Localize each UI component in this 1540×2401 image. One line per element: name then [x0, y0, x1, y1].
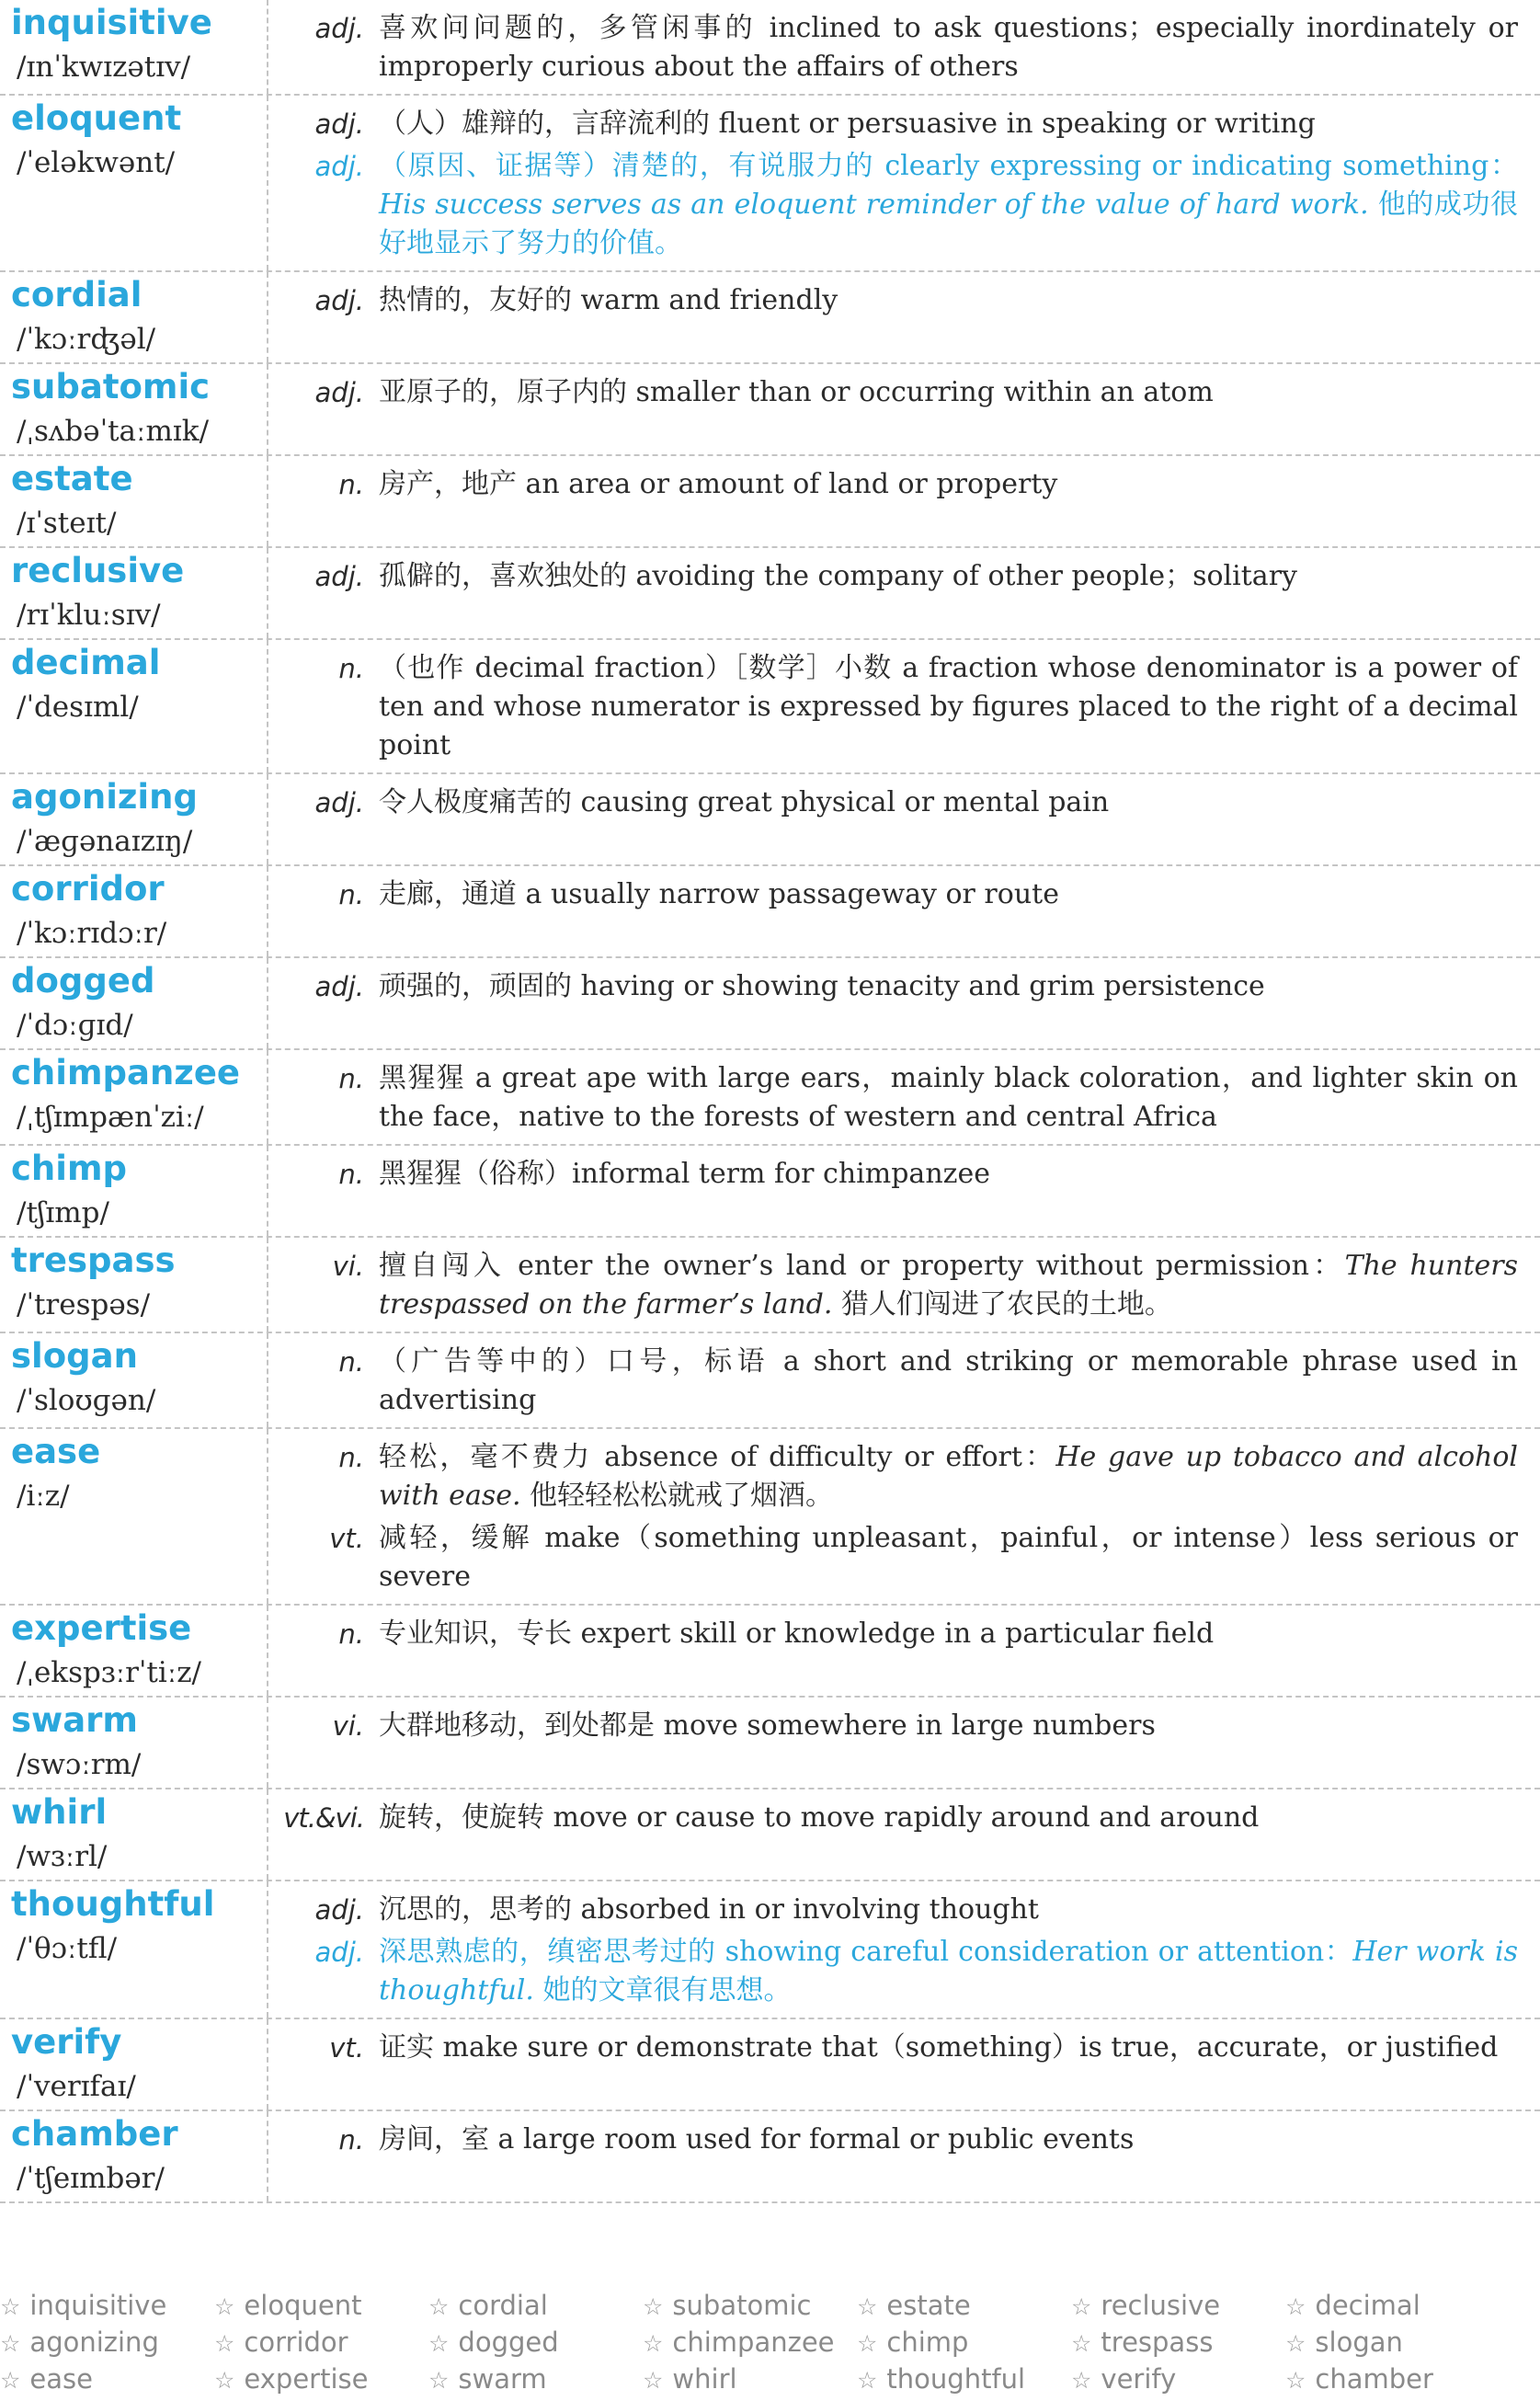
- sense: [268, 281, 1518, 320]
- sense: [268, 1438, 1518, 1515]
- headword-cell: [0, 1789, 268, 1880]
- definition: （也作 decimal fraction）［数学］小数 a fraction whose denominator is a power of ten and whose numerator is expressed by figures placed to the right of a decimal point: [379, 652, 1518, 761]
- index-word: estate: [886, 2290, 971, 2321]
- definition-text: [379, 1343, 1518, 1420]
- definition: 轻松，毫不费力 absence of difficulty or effort：: [379, 1441, 1056, 1473]
- part-of-speech: vi.: [332, 1251, 364, 1282]
- sense: [268, 1707, 1518, 1745]
- definition: 喜欢问问题的，多管闲事的 inclined to ask questions；especially inordinately or improperly curious about the affairs of others: [379, 12, 1518, 83]
- headword: agonizing: [11, 777, 198, 817]
- index-item: [643, 2288, 857, 2325]
- part-of-speech: adj.: [314, 109, 364, 140]
- part-of-speech: n.: [338, 1159, 364, 1190]
- index-item: [857, 2325, 1071, 2361]
- definition: 擅自闯入 enter the owner’s land or property without permission：: [379, 1250, 1345, 1282]
- headword-cell: [0, 1333, 268, 1427]
- index-item: [643, 2361, 857, 2398]
- definitions: [268, 548, 1540, 638]
- example-translation: 他轻轻松松就戒了烟酒。: [520, 1480, 834, 1512]
- star-icon: ☆: [643, 2330, 664, 2357]
- definitions: [268, 1698, 1540, 1788]
- entry-row: [0, 1238, 1540, 1333]
- index-word: dogged: [458, 2327, 559, 2358]
- entry-row: [0, 640, 1540, 774]
- part-of-speech: n.: [338, 653, 364, 684]
- phonetic: /ˈverɪfaɪ/: [17, 2070, 136, 2103]
- part-of-speech: adj.: [314, 561, 364, 592]
- phonetic: /ɪnˈkwɪzətɪv/: [17, 51, 191, 84]
- entry-row: [0, 958, 1540, 1050]
- sense: [268, 649, 1518, 765]
- headword-cell: [0, 1698, 268, 1788]
- definition-text: [379, 1155, 1518, 1194]
- entry-row: [0, 1333, 1540, 1429]
- definition: 顽强的，顽固的 having or showing tenacity and grim persistence: [379, 970, 1265, 1002]
- phonetic: /ˈtʃeɪmbər/: [17, 2162, 165, 2195]
- headword-cell: [0, 548, 268, 638]
- definition-text: [379, 783, 1518, 822]
- star-icon: ☆: [857, 2330, 878, 2357]
- star-icon: ☆: [1071, 2367, 1092, 2394]
- index-word: chimpanzee: [672, 2327, 835, 2358]
- definitions: [268, 866, 1540, 956]
- definition-text: [379, 1799, 1518, 1837]
- index-item: [1071, 2325, 1285, 2361]
- headword-cell: [0, 2019, 268, 2109]
- index-word: eloquent: [244, 2290, 362, 2321]
- sense: [268, 2029, 1518, 2067]
- star-icon: ☆: [857, 2293, 878, 2320]
- part-of-speech: adj.: [314, 1894, 364, 1926]
- headword-cell: [0, 1606, 268, 1696]
- headword: swarm: [11, 1700, 138, 1740]
- index-item: [428, 2361, 643, 2398]
- index-row: [0, 2288, 1540, 2325]
- index-row: [0, 2361, 1540, 2398]
- index-item: [1071, 2361, 1285, 2398]
- headword-cell: [0, 2111, 268, 2201]
- part-of-speech: adj.: [314, 285, 364, 316]
- star-icon: ☆: [0, 2367, 21, 2394]
- definitions: [268, 1146, 1540, 1236]
- star-icon: ☆: [1285, 2367, 1306, 2394]
- index-word: inquisitive: [29, 2290, 167, 2321]
- index-item: [0, 2288, 214, 2325]
- entry-row: [0, 2019, 1540, 2111]
- part-of-speech: vt.: [329, 2032, 364, 2064]
- headword-cell: [0, 1238, 268, 1332]
- definition: 减轻，缓解 make（something unpleasant，painful，or intense）less serious or severe: [379, 1522, 1518, 1593]
- star-icon: ☆: [428, 2330, 450, 2357]
- phonetic: /ˈæɡənaɪzɪŋ/: [17, 825, 193, 858]
- definition-text: [379, 9, 1518, 86]
- sense: [268, 9, 1518, 86]
- definitions: [268, 0, 1540, 94]
- index-word: whirl: [672, 2363, 737, 2395]
- entry-row: [0, 1698, 1540, 1789]
- definition: 令人极度痛苦的 causing great physical or mental pain: [379, 786, 1110, 818]
- definitions: [268, 1238, 1540, 1332]
- index-item: [1285, 2361, 1500, 2398]
- definition: 黑猩猩 a great ape with large ears，mainly black coloration，and lighter skin on the face，native to the forests of western and central Africa: [379, 1062, 1518, 1133]
- headword-cell: [0, 866, 268, 956]
- phonetic: /ˈeləkwənt/: [17, 146, 176, 179]
- headword: inquisitive: [11, 3, 212, 42]
- sense: [268, 875, 1518, 914]
- index-word: reclusive: [1101, 2290, 1221, 2321]
- definition: （广告等中的）口号，标语 a short and striking or memorable phrase used in advertising: [379, 1345, 1518, 1416]
- headword-cell: [0, 96, 268, 270]
- part-of-speech: n.: [338, 469, 364, 500]
- headword-cell: [0, 1881, 268, 2018]
- entry-row: [0, 1146, 1540, 1238]
- headword: corridor: [11, 869, 165, 909]
- entry-row: [0, 1881, 1540, 2019]
- phonetic: /ˌsʌbəˈtaːmɪk/: [17, 415, 210, 448]
- star-icon: ☆: [428, 2367, 450, 2394]
- phonetic: /rɪˈkluːsɪv/: [17, 599, 161, 632]
- sense: [268, 1933, 1518, 2010]
- example-sentence: He gave up tobacco and alcohol with ease.: [379, 1441, 1518, 1512]
- definition-text: [379, 1933, 1518, 2010]
- example-translation: 她的文章很有思想。: [533, 1974, 792, 2007]
- definition: 房产，地产 an area or amount of land or property: [379, 468, 1058, 500]
- definitions: [268, 1050, 1540, 1144]
- phonetic: /ˌekspɜːrˈtiːz/: [17, 1656, 202, 1689]
- phonetic: /ˈdɔːɡɪd/: [17, 1009, 133, 1042]
- entry-row: [0, 272, 1540, 364]
- index-word: agonizing: [29, 2327, 159, 2358]
- index-item: [428, 2325, 643, 2361]
- sense: [268, 147, 1518, 263]
- word-index: [0, 2288, 1540, 2398]
- entry-row: [0, 2111, 1540, 2203]
- headword-cell: [0, 1050, 268, 1144]
- headword: slogan: [11, 1336, 138, 1376]
- definitions: [268, 272, 1540, 362]
- headword: whirl: [11, 1792, 108, 1832]
- sense: [268, 1247, 1518, 1324]
- definition-text: [379, 1247, 1518, 1324]
- phonetic: /ɪˈsteɪt/: [17, 507, 117, 540]
- sense: [268, 2121, 1518, 2159]
- definition: 房间，室 a large room used for formal or public events: [379, 2123, 1135, 2155]
- sense: [268, 783, 1518, 822]
- definition: 亚原子的，原子内的 smaller than or occurring within an atom: [379, 376, 1214, 408]
- definition-text: [379, 373, 1518, 412]
- star-icon: ☆: [214, 2367, 235, 2394]
- example-sentence: The hunters trespassed on the farmer’s land.: [379, 1250, 1519, 1321]
- headword: reclusive: [11, 551, 185, 590]
- index-item: [857, 2361, 1071, 2398]
- headword-cell: [0, 0, 268, 94]
- headword: chamber: [11, 2114, 178, 2154]
- entry-row: [0, 1789, 1540, 1881]
- part-of-speech: n.: [338, 1063, 364, 1094]
- index-item: [643, 2325, 857, 2361]
- star-icon: ☆: [643, 2367, 664, 2394]
- headword: chimpanzee: [11, 1053, 241, 1092]
- part-of-speech: n.: [338, 1442, 364, 1473]
- index-item: [0, 2361, 214, 2398]
- definition-text: [379, 967, 1518, 1006]
- headword: verify: [11, 2022, 122, 2062]
- index-item: [214, 2361, 428, 2398]
- definitions: [268, 364, 1540, 454]
- definition: 专业知识，专长 expert skill or knowledge in a particular field: [379, 1618, 1215, 1650]
- index-word: subatomic: [672, 2290, 812, 2321]
- index-item: [214, 2325, 428, 2361]
- part-of-speech: n.: [338, 2124, 364, 2155]
- definition-text: [379, 1707, 1518, 1745]
- index-word: verify: [1101, 2363, 1177, 2395]
- definition: 黑猩猩（俗称）informal term for chimpanzee: [379, 1158, 990, 1190]
- headword-cell: [0, 958, 268, 1048]
- star-icon: ☆: [0, 2293, 21, 2320]
- definition-text: [379, 557, 1518, 596]
- part-of-speech: n.: [338, 879, 364, 910]
- definition-text: [379, 281, 1518, 320]
- index-item: [1285, 2288, 1500, 2325]
- entry-row: [0, 1429, 1540, 1606]
- sense: [268, 967, 1518, 1006]
- definitions: [268, 2111, 1540, 2201]
- headword-cell: [0, 774, 268, 864]
- sense: [268, 1059, 1518, 1137]
- star-icon: ☆: [428, 2293, 450, 2320]
- phonetic: /tʃɪmp/: [17, 1196, 109, 1229]
- sense: [268, 1519, 1518, 1596]
- phonetic: /ˈsloʊɡən/: [17, 1384, 156, 1417]
- definition-text: [379, 1438, 1518, 1515]
- example-sentence: His success serves as an eloquent reminder of the value of hard work.: [379, 189, 1369, 221]
- part-of-speech: vi.: [332, 1710, 364, 1742]
- phonetic: /ˈtrespəs/: [17, 1288, 151, 1321]
- headword-cell: [0, 364, 268, 454]
- definition-text: [379, 1059, 1518, 1137]
- index-word: swarm: [458, 2363, 547, 2395]
- headword: expertise: [11, 1608, 192, 1648]
- index-word: slogan: [1315, 2327, 1403, 2358]
- definition-text: [379, 649, 1518, 765]
- index-word: decimal: [1315, 2290, 1420, 2321]
- definitions: [268, 1789, 1540, 1880]
- star-icon: ☆: [214, 2330, 235, 2357]
- definition-text: [379, 1891, 1518, 1929]
- index-word: corridor: [244, 2327, 348, 2358]
- headword: subatomic: [11, 367, 211, 406]
- phonetic: /ˈkɔːrʤəl/: [17, 323, 156, 356]
- phonetic: /iːz/: [17, 1480, 70, 1513]
- definition: （原因、证据等）清楚的，有说服力的 clearly expressing or indicating something：: [379, 150, 1518, 182]
- sense: [268, 1615, 1518, 1653]
- definition: （人）雄辩的，言辞流利的 fluent or persuasive in speaking or writing: [379, 108, 1316, 140]
- entry-row: [0, 1050, 1540, 1146]
- definition-text: [379, 1615, 1518, 1653]
- headword: chimp: [11, 1149, 127, 1188]
- definition: 沉思的，思考的 absorbed in or involving thought: [379, 1893, 1039, 1926]
- index-word: chimp: [886, 2327, 969, 2358]
- phonetic: /wɜːrl/: [17, 1840, 108, 1873]
- index-item: [857, 2288, 1071, 2325]
- definition: 孤僻的，喜欢独处的 avoiding the company of other people；solitary: [379, 560, 1297, 592]
- definition: 热情的，友好的 warm and friendly: [379, 284, 838, 316]
- sense: [268, 1799, 1518, 1837]
- example-sentence: Her work is thoughtful.: [379, 1936, 1518, 2007]
- definition-text: [379, 465, 1518, 504]
- part-of-speech: adj.: [314, 787, 364, 818]
- part-of-speech: adj.: [314, 971, 364, 1002]
- definition: 旋转，使旋转 move or cause to move rapidly around and around: [379, 1801, 1260, 1834]
- definition: 大群地移动，到处都是 move somewhere in large numbers: [379, 1709, 1156, 1742]
- entry-row: [0, 0, 1540, 96]
- headword: dogged: [11, 961, 155, 1000]
- star-icon: ☆: [0, 2330, 21, 2357]
- part-of-speech: n.: [338, 1618, 364, 1650]
- entry-row: [0, 774, 1540, 866]
- index-word: chamber: [1315, 2363, 1433, 2395]
- headword-cell: [0, 1146, 268, 1236]
- star-icon: ☆: [1071, 2293, 1092, 2320]
- sense: [268, 1155, 1518, 1194]
- part-of-speech: vt.&vi.: [283, 1802, 364, 1834]
- definition-text: [379, 147, 1518, 263]
- headword: decimal: [11, 643, 161, 682]
- star-icon: ☆: [1071, 2330, 1092, 2357]
- index-word: trespass: [1101, 2327, 1214, 2358]
- entry-row: [0, 1606, 1540, 1698]
- star-icon: ☆: [643, 2293, 664, 2320]
- definition-text: [379, 875, 1518, 914]
- example-translation: 他的成功很好地显示了努力的价值。: [379, 189, 1518, 259]
- star-icon: ☆: [1285, 2293, 1306, 2320]
- entry-row: [0, 548, 1540, 640]
- definition-text: [379, 2029, 1518, 2067]
- index-item: [428, 2288, 643, 2325]
- phonetic: /ˈkɔːrɪdɔːr/: [17, 917, 167, 950]
- entry-row: [0, 456, 1540, 548]
- part-of-speech: adj.: [314, 151, 364, 182]
- star-icon: ☆: [857, 2367, 878, 2394]
- index-word: thoughtful: [886, 2363, 1026, 2395]
- phonetic: /swɔːrm/: [17, 1748, 142, 1781]
- definitions: [268, 1333, 1540, 1427]
- sense: [268, 1891, 1518, 1929]
- sense: [268, 373, 1518, 412]
- example-translation: 猎人们闯进了农民的土地。: [832, 1288, 1172, 1321]
- headword: ease: [11, 1432, 101, 1471]
- headword: eloquent: [11, 98, 182, 138]
- entry-row: [0, 866, 1540, 958]
- headword-cell: [0, 1429, 268, 1604]
- sense: [268, 557, 1518, 596]
- definitions: [268, 96, 1540, 270]
- definitions: [268, 1429, 1540, 1604]
- index-row: [0, 2325, 1540, 2361]
- part-of-speech: adj.: [314, 1937, 364, 1968]
- entry-row: [0, 96, 1540, 272]
- sense: [268, 1343, 1518, 1420]
- definitions: [268, 2019, 1540, 2109]
- definition: 深思熟虑的，缜密思考过的 showing careful consideration or attention：: [379, 1936, 1353, 1968]
- index-item: [0, 2325, 214, 2361]
- index-word: cordial: [458, 2290, 548, 2321]
- headword: trespass: [11, 1241, 176, 1280]
- definition-text: [379, 1519, 1518, 1596]
- index-item: [214, 2288, 428, 2325]
- headword: cordial: [11, 275, 143, 314]
- part-of-speech: n.: [338, 1346, 364, 1378]
- definitions: [268, 958, 1540, 1048]
- definitions: [268, 1606, 1540, 1696]
- definition-text: [379, 105, 1518, 143]
- phonetic: /ˈdesɪml/: [17, 691, 139, 724]
- headword: estate: [11, 459, 133, 498]
- headword-cell: [0, 640, 268, 772]
- part-of-speech: adj.: [314, 377, 364, 408]
- headword: thoughtful: [11, 1884, 215, 1924]
- phonetic: /ˌtʃɪmpænˈziː/: [17, 1101, 204, 1134]
- definitions: [268, 456, 1540, 546]
- index-item: [1071, 2288, 1285, 2325]
- part-of-speech: adj.: [314, 13, 364, 44]
- index-word: ease: [29, 2363, 93, 2395]
- index-word: expertise: [244, 2363, 369, 2395]
- sense: [268, 465, 1518, 504]
- star-icon: ☆: [214, 2293, 235, 2320]
- definitions: [268, 640, 1540, 772]
- entry-row: [0, 364, 1540, 456]
- sense: [268, 105, 1518, 143]
- definition-text: [379, 2121, 1518, 2159]
- headword-cell: [0, 456, 268, 546]
- index-item: [1285, 2325, 1500, 2361]
- definitions: [268, 1881, 1540, 2018]
- headword-cell: [0, 272, 268, 362]
- star-icon: ☆: [1285, 2330, 1306, 2357]
- definition: 走廊，通道 a usually narrow passageway or route: [379, 878, 1059, 910]
- definition: 证实 make sure or demonstrate that（something）is true，accurate，or justified: [379, 2031, 1499, 2064]
- phonetic: /ˈθɔːtfl/: [17, 1932, 118, 1965]
- definitions: [268, 774, 1540, 864]
- part-of-speech: vt.: [329, 1523, 364, 1554]
